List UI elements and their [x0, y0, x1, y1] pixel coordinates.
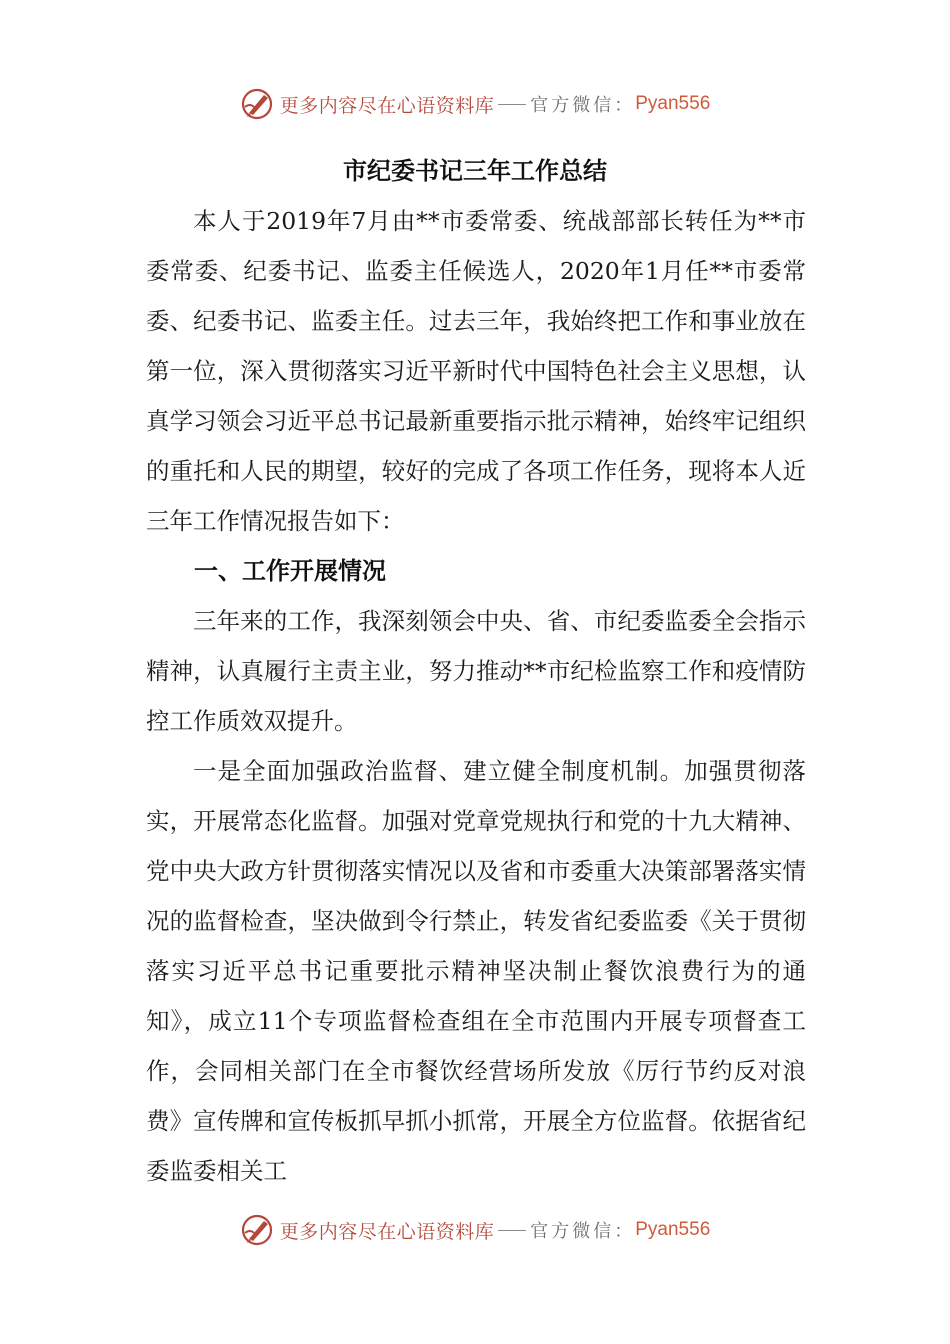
paragraph: 三年来的工作，我深刻领会中央、省、市纪委监委全会指示精神，认真履行主责主业，努力推动**市纪检监察工作和疫情防控工作质效双提升。 [146, 607, 806, 735]
section-heading: 一、工作开展情况 [194, 557, 386, 585]
watermark-id: Pyan556 [635, 93, 711, 114]
watermark-dash [498, 1230, 526, 1231]
document-body [146, 196, 806, 1196]
watermark-label: 官方微信： [530, 1221, 636, 1242]
paragraph: 一是全面加强政治监督、建立健全制度机制。加强贯彻落实，开展常态化监督。加强对党章党规执行和党的十九大精神、党中央大政方针贯彻落实情况以及省和市委重大决策部署落实情况的监督检查，坚决做到令行禁止，转发省纪委监委《关于贯彻落实习近平总书记重要批示精神坚决制止餐饮浪费行为的通知》，成立11个专项监督检查组在全市范围内开展专项督查工作，会同相关部门在全市餐饮经营场所发放《厉行节约反对浪费》宣传牌和宣传板抓早抓小抓常，开展全方位监督。依据省纪委监委相关工 [146, 757, 806, 1185]
watermark-lead: 更多内容尽在心语资料库 [279, 1220, 495, 1243]
paragraph: 本人于2019年7月由**市委常委、统战部部长转任为**市委常委、纪委书记、监委主任候选人，2020年1月任**市委常委、纪委书记、监委主任。过去三年，我始终把工作和事业放在第一位，深入贯彻落实习近平新时代中国特色社会主义思想，认真学习领会习近平总书记最新重要指示批示精神，始终牢记组织的重托和人民的期望，较好的完成了各项工作任务，现将本人近三年工作情况报告如下： [146, 207, 806, 535]
pen-logo-icon [240, 1212, 276, 1248]
watermark-label: 官方微信： [530, 95, 636, 116]
pen-logo-icon [240, 86, 276, 122]
watermark-banner-bottom [0, 1210, 950, 1250]
watermark-id: Pyan556 [635, 1219, 711, 1240]
watermark-dash [498, 104, 526, 105]
watermark-banner-top [0, 84, 950, 124]
document-title: 市纪委书记三年工作总结 [343, 157, 607, 185]
watermark-lead: 更多内容尽在心语资料库 [279, 94, 495, 117]
